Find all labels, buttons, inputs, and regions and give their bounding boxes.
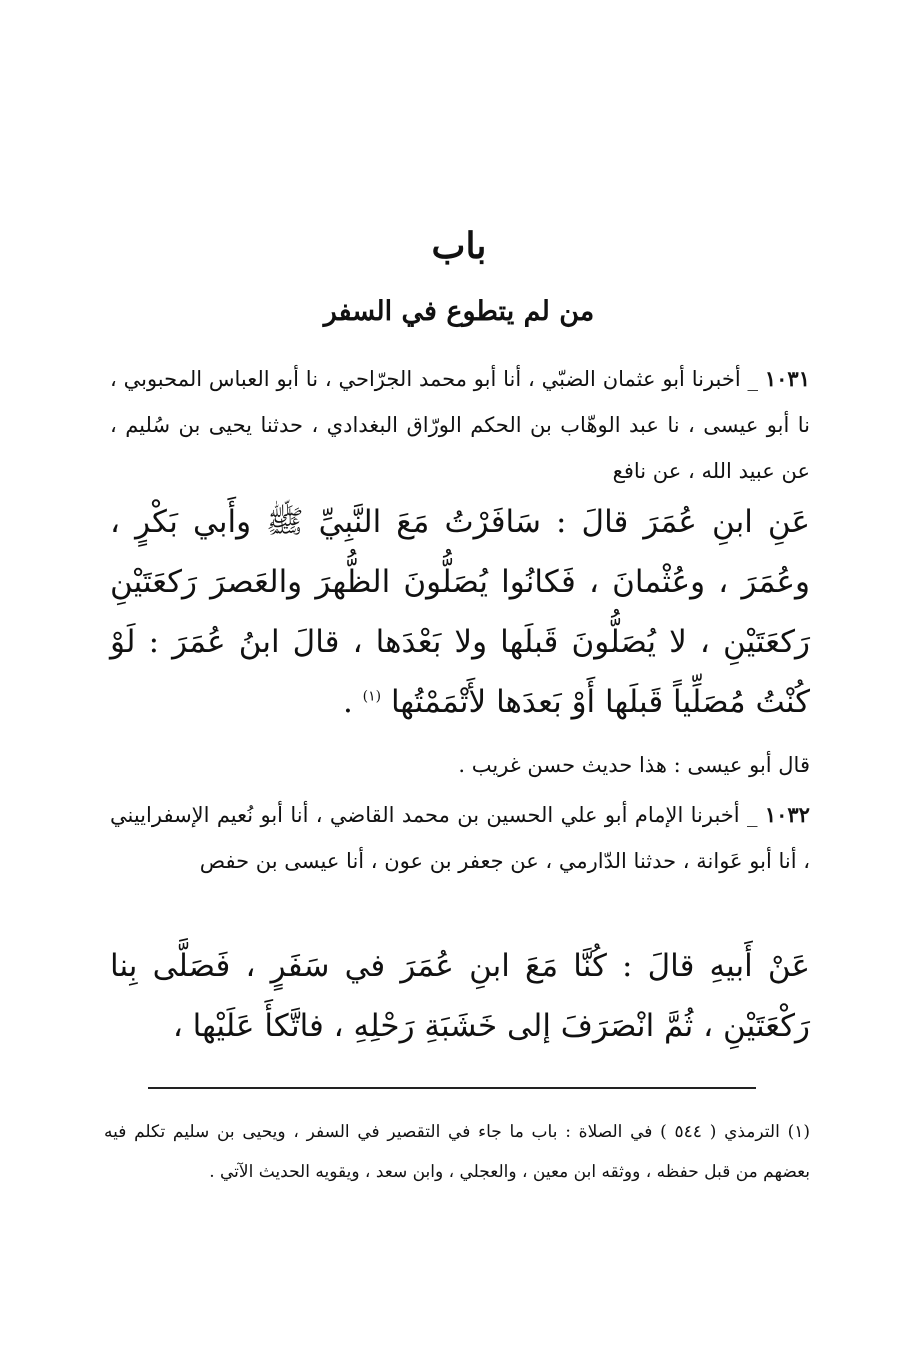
hadith-1031-matn-block <box>110 492 810 732</box>
hadith-isnad: أخبرنا الإمام أبو علي الحسين بن محمد القاضي ، أنا أبو نُعيم الإسفراييني ، أنا أبو عَوانة ، حدثنا الدّارمي ، عن جعفر بن عون ، أنا عيسى بن حفص <box>110 803 810 873</box>
hadith-matn: عَنِ ابنِ عُمَرَ قالَ : سَافَرْتُ مَعَ النَّبِيِّ ﷺ وأَبي بَكْرٍ ، وعُمَرَ ، وعُثْمانَ ، فَكانُوا يُصَلُّونَ الظُّهرَ والعَصرَ رَكعَتَيْنِ رَكعَتَيْنِ ، لا يُصَلُّونَ قَبلَها ولا بَعْدَها ، قالَ ابنُ عُمَرَ : لَوْ كُنْتُ مُصَلِّياً قَبلَها أَوْ بَعدَها لأَتْمَمْتُها <box>110 504 810 720</box>
hadith-isnad: أخبرنا أبو عثمان الضبّي ، أنا أبو محمد الجرّاحي ، نا أبو العباس المحبوبي ، نا أبو عيسى ، نا عبد الوهّاب بن الحكم الورّاق البغدادي ، حدثنا يحيى بن سُليم ، عن عبيد الله ، عن نافع <box>110 367 810 483</box>
hadith-matn: عَنْ أَبيهِ قالَ : كُنَّا مَعَ ابنِ عُمَرَ في سَفَرٍ ، فَصَلَّى بِنا رَكْعَتَيْنِ ، ثُمَّ انْصَرَفَ إلى خَشَبَةِ رَحْلِهِ ، فاتَّكأَ عَلَيْها ، <box>110 948 810 1044</box>
footnote-reference: (١) <box>362 688 382 705</box>
footnote-text: الترمذي ( ٥٤٤ ) في الصلاة : باب ما جاء في التقصير في السفر ، ويحيى بن سليم تكلم فيه بعضهم من قبل حفظه ، ووثقه ابن معين ، والعجلي ، وابن سعد ، ويقويه الحديث الآتي . <box>104 1122 810 1182</box>
hadith-1032-isnad-block: ١٠٣٢ _ أخبرنا الإمام أبو علي الحسين بن محمد القاضي ، أنا أبو نُعيم الإسفراييني ، أنا أبو عَوانة ، حدثنا الدّارمي ، عن جعفر بن عون ، أنا عيسى بن حفص <box>110 802 810 873</box>
hadith-number: ١٠٣٢ <box>764 802 810 827</box>
footnote-separator <box>148 1087 756 1089</box>
footnote-marker: (١) <box>787 1122 810 1142</box>
sentence-end: . <box>342 684 353 720</box>
abu-isa-comment-block <box>110 742 810 788</box>
hadith-1031-isnad-block: ١٠٣١ _ أخبرنا أبو عثمان الضبّي ، أنا أبو محمد الجرّاحي ، نا أبو العباس المحبوبي ، نا أبو عيسى ، نا عبد الوهّاب بن الحكم الورّاق البغدادي ، حدثنا يحيى بن سُليم ، عن عبيد الله ، عن نافع <box>110 366 810 483</box>
hadith-number: ١٠٣١ <box>764 366 810 391</box>
footnote-block <box>104 1112 810 1192</box>
abu-isa-comment: قال أبو عيسى : هذا حديث حسن غريب . <box>458 753 810 777</box>
chapter-title: باب <box>431 225 487 267</box>
hadith-1032-matn-block <box>110 936 810 1056</box>
chapter-subtitle: من لم يتطوع في السفر <box>323 296 595 327</box>
